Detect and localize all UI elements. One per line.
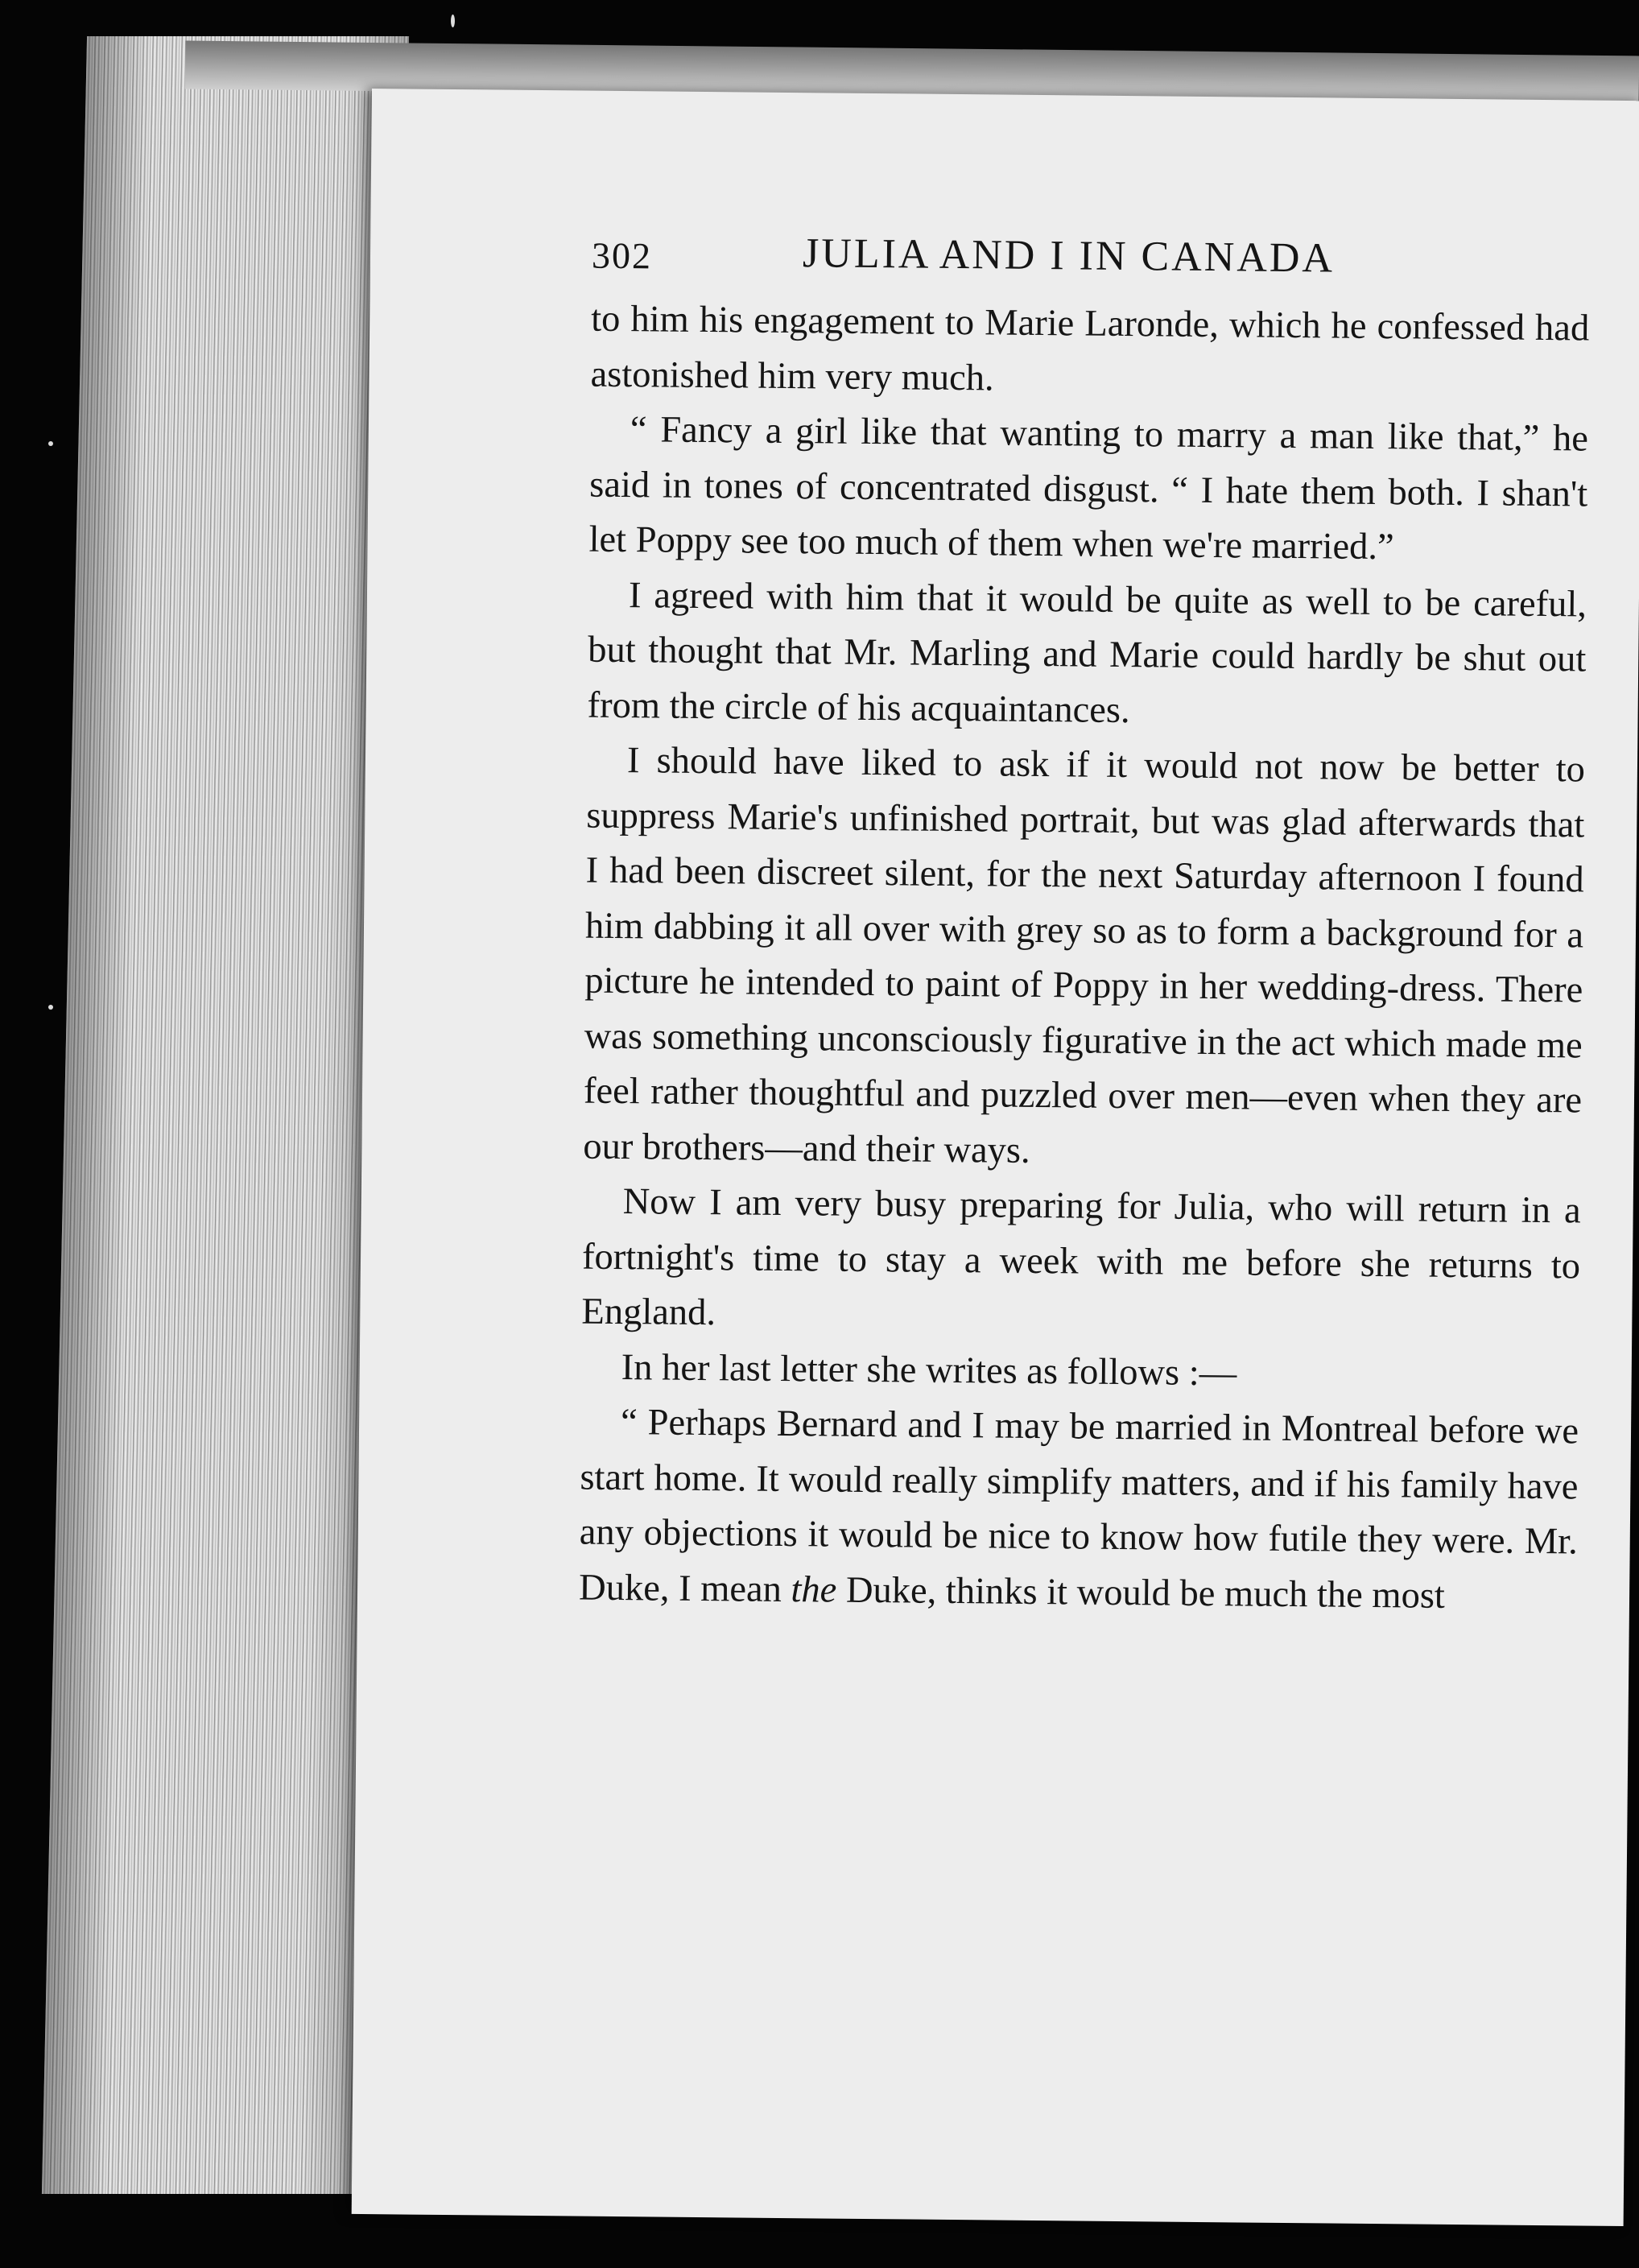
page-content — [579, 228, 1590, 1626]
italic-text: the — [791, 1568, 837, 1611]
dust-speck — [48, 1005, 53, 1010]
paragraph: I agreed with him that it would be quite as well to be careful, but thought that Mr. Marling and Marie could hardly be shut out from the circle of his acquaintances. — [587, 574, 1587, 731]
running-title: JULIA AND I IN CANADA — [802, 230, 1336, 282]
paragraph: I should have liked to ask if it would not now be better to suppress Marie's unfinished portrait, but was glad afterwards that I had been discreet silent, for the next Saturday afternoon I found him dabbing it all over with grey so as to form a background for a picture he intended to paint of Poppy in her wedding-dress. There was something unconsciously figurative in the act which made me feel rather thoughtful and puzzled over men—even when they are our brothers—and their ways. — [583, 740, 1586, 1171]
paragraph: Now I am very busy preparing for Julia, who will return in a fortnight's time to stay a week with me before she returns to England. — [581, 1181, 1581, 1334]
paragraph-last — [579, 1395, 1579, 1626]
book-page — [352, 89, 1639, 2226]
book-page-edges — [42, 36, 409, 2194]
dust-speck — [48, 441, 53, 446]
paragraph: to him his engagement to Marie Laronde, which he confessed had astonished him very much. — [590, 298, 1590, 399]
text-run: “ Perhaps Bernard and I may be married in Montreal before we start home. It would really simplify matters, and if his family have any objections it would be nice to know how futile they were. Mr. Duke, I mean — [578, 1402, 1579, 1610]
text-run: Duke, thinks it would be much the most — [836, 1569, 1446, 1617]
page-number: 302 — [591, 234, 653, 277]
paragraph: “ Fancy a girl like that wanting to marry a man like that,” he said in tones of concentrated disgust. “ I hate them both. I shan't let Poppy see too much of them when we're married.” — [588, 409, 1589, 568]
running-head — [592, 228, 1591, 302]
paragraph: In her last letter she writes as follows :— — [621, 1346, 1237, 1394]
body-text — [579, 292, 1590, 1626]
dust-speck — [451, 14, 455, 27]
